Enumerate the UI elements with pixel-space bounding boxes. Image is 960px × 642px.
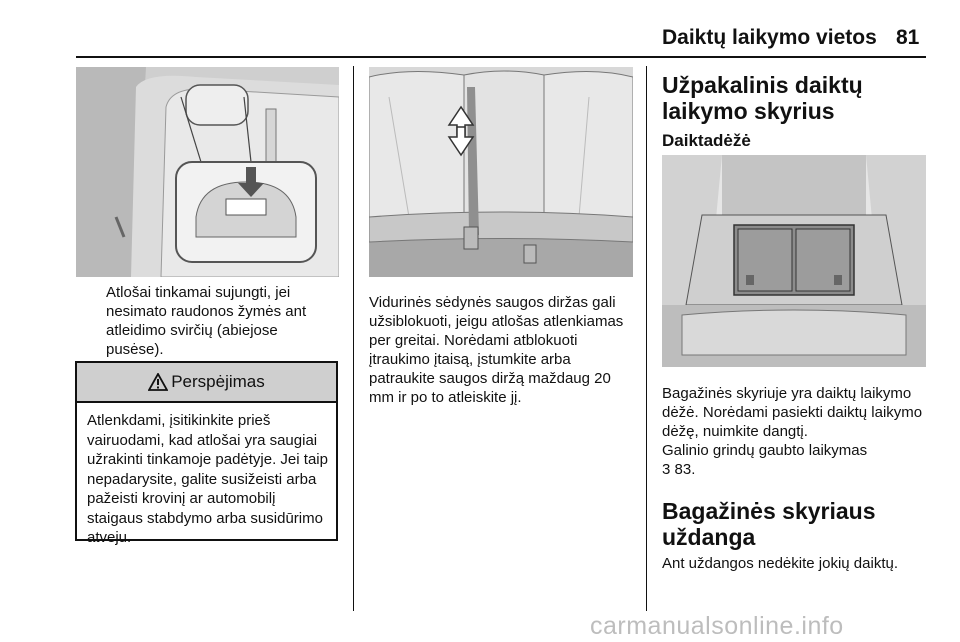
storage-box-subheading: Daiktadėžė <box>662 131 751 150</box>
header-rule <box>76 56 926 58</box>
storage-box-paragraph: Bagažinės skyriuje yra daiktų laikymo dėžė. Norėdami pasiekti daiktų laikymo dėžę, nuimkite dangtį. <box>662 385 923 440</box>
watermark: carmanualsonline.info <box>590 612 844 640</box>
section-title: Daiktų laikymo vietos <box>662 26 877 49</box>
warning-box <box>75 361 338 546</box>
center-seatbelt-caption: Vidurinės sėdynės saugos diržas gali užsiblokuoti, jeigu atlošas atlenkiamas per greitai. Norėdami atblokuoti įtraukimo įtaisą, įstumkite arba patraukite saugos diržą maždaug 20 mm ir po to atleiskite jį. <box>369 294 624 406</box>
column-divider-right <box>646 66 647 611</box>
warning-title: Perspėjimas <box>171 372 265 391</box>
cargo-cover-paragraph: Ant uždangos nedėkite jokių daiktų. <box>662 555 898 572</box>
floor-cover-paragraph: Galinio grindų gaubto laikymas <box>662 442 868 459</box>
seatback-latch-figure <box>76 67 339 277</box>
center-seatbelt-figure <box>369 67 633 277</box>
seatback-caption: Atlošai tinkamai sujungti, jei nesimato raudonos žymės ant atleidimo svirčių (abiejose pusėse). <box>106 284 307 358</box>
column-divider-left <box>353 66 354 611</box>
rear-storage-heading: Užpakalinis daiktų laikymo skyrius <box>662 72 863 124</box>
trunk-storage-figure <box>662 155 926 367</box>
page-number: 81 <box>896 26 920 49</box>
cargo-cover-heading: Bagažinės skyriaus uždanga <box>662 498 876 550</box>
warning-text: Atlenkdami, įsitikinkite prieš vairuodami, kad atlošai yra saugiai užrakinti tinkamoje padėtyje. Jei taip nepadarysite, galite susižeisti arba pažeisti krovinį ar automobilį staigaus stabdymo arba susidūrimo atveju. <box>87 412 328 546</box>
page-reference: 3 83. <box>662 461 696 478</box>
warning-header <box>77 363 336 403</box>
warning-triangle-icon <box>148 373 168 391</box>
